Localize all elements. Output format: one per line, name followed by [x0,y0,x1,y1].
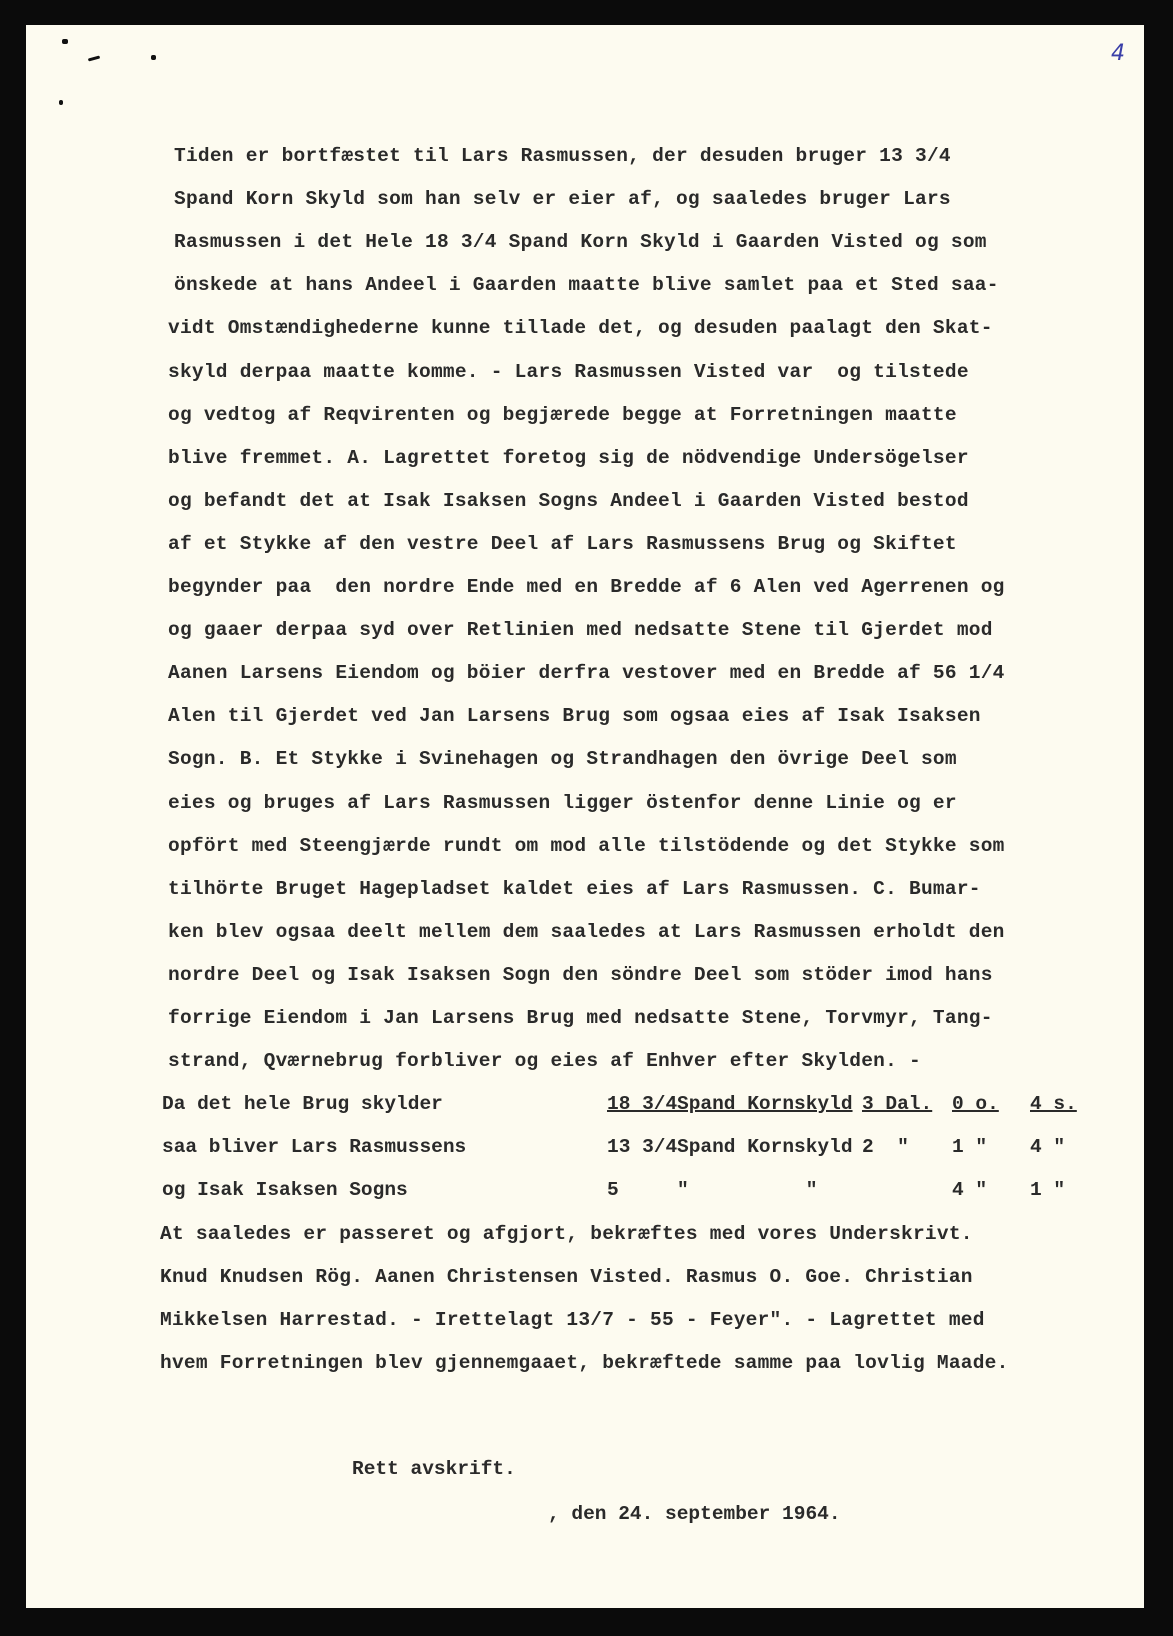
row-label: Da det hele Brug skylder [162,1093,443,1116]
text-line: skyld derpaa maatte komme. - Lars Rasmussen Visted var og tilstede [168,360,969,383]
table-row [162,1179,1122,1201]
text-line: og gaaer derpaa syd over Retlinien med nedsatte Stene til Gjerdet mod [168,619,993,642]
spand-value: 18 3/4 [607,1093,678,1116]
text-line: ken blev ogsaa deelt mellem dem saaledes at Lars Rasmussen erholdt den [168,920,1005,943]
text-line: Rasmussen i det Hele 18 3/4 Spand Korn Skyld i Gaarden Visted og som [174,231,987,254]
dal-value: 2 " [862,1136,909,1159]
handwritten-page-number: 4 [1111,41,1125,66]
text-line: Aanen Larsens Eiendom og böier derfra vestover med en Bredde af 56 1/4 [168,662,1005,685]
table-row [162,1136,1122,1158]
text-line: Tiden er bortfæstet til Lars Rasmussen, der desuden bruger 13 3/4 [174,145,951,167]
table-row [162,1093,1122,1115]
spand-value: 13 3/4 [607,1136,678,1159]
text-line: opfört med Steengjærde rundt om mod alle tilstödende og det Stykke som [168,834,1005,857]
text-line: hvem Forretningen blev gjennemgaaet, bekræftede samme paa lovlig Maade. [160,1351,1009,1374]
spand-value: 5 [607,1179,619,1202]
text-line: Alen til Gjerdet ved Jan Larsens Brug som ogsaa eies af Isak Isaksen [168,705,981,728]
ort-value: 1 " [952,1136,988,1159]
text-line: Mikkelsen Harrestad. - Irettelagt 13/7 - 55 - Feyer". - Lagrettet med [160,1308,985,1331]
unit-value: Spand Kornskyld [677,1093,853,1116]
row-label: saa bliver Lars Rasmussens [162,1136,467,1159]
skilling-value: 4 " [1030,1136,1066,1159]
text-line: At saaledes er passeret og afgjort, bekræftes med vores Underskrivt. [160,1222,973,1245]
text-line: tilhörte Bruget Hagepladset kaldet eies af Lars Rasmussen. C. Bumar- [168,877,981,900]
skilling-value: 1 " [1030,1179,1066,1202]
ink-speck [151,55,156,60]
ink-speck [88,55,100,61]
text-line: forrige Eiendom i Jan Larsens Brug med nedsatte Stene, Torvmyr, Tang- [168,1007,993,1029]
text-line: önskede at hans Andeel i Gaarden maatte blive samlet paa et Sted saa- [174,274,999,297]
text-line: eies og bruges af Lars Rasmussen ligger östenfor denne Linie og er [168,791,957,814]
dal-value: 3 Dal. [862,1093,933,1116]
date-line: , den 24. september 1964. [548,1503,841,1525]
text-line: strand, Qværnebrug forbliver og eies af Enhver efter Skylden. - [168,1050,921,1073]
unit-value: Spand Kornskyld [677,1136,853,1159]
unit-value: " " [677,1179,818,1202]
skilling-value: 4 s. [1030,1093,1077,1116]
ort-value: 4 " [952,1179,988,1202]
ink-speck [59,100,63,105]
text-line: Knud Knudsen Rög. Aanen Christensen Visted. Rasmus O. Goe. Christian [160,1265,973,1288]
text-line: Spand Korn Skyld som han selv er eier af, og saaledes bruger Lars [174,188,951,211]
text-line: og befandt det at Isak Isaksen Sogns Andeel i Gaarden Visted bestod [168,489,969,512]
text-line: Sogn. B. Et Stykke i Svinehagen og Strandhagen den övrige Deel som [168,748,957,771]
certification-text: Rett avskrift. [352,1458,516,1480]
row-label: og Isak Isaksen Sogns [162,1179,408,1202]
ink-speck [62,39,68,44]
text-line: nordre Deel og Isak Isaksen Sogn den söndre Deel som stöder imod hans [168,963,993,986]
text-line: blive fremmet. A. Lagrettet foretog sig de nödvendige Undersögelser [168,446,969,469]
text-line: vidt Omstændighederne kunne tillade det, og desuden paalagt den Skat- [168,317,993,340]
text-line: af et Stykke af den vestre Deel af Lars Rasmussens Brug og Skiftet [168,532,957,555]
text-line: og vedtog af Reqvirenten og begjærede begge at Forretningen maatte [168,403,957,426]
ort-value: 0 o. [952,1093,999,1116]
text-line: begynder paa den nordre Ende med en Bredde af 6 Alen ved Agerrenen og [168,576,1005,598]
